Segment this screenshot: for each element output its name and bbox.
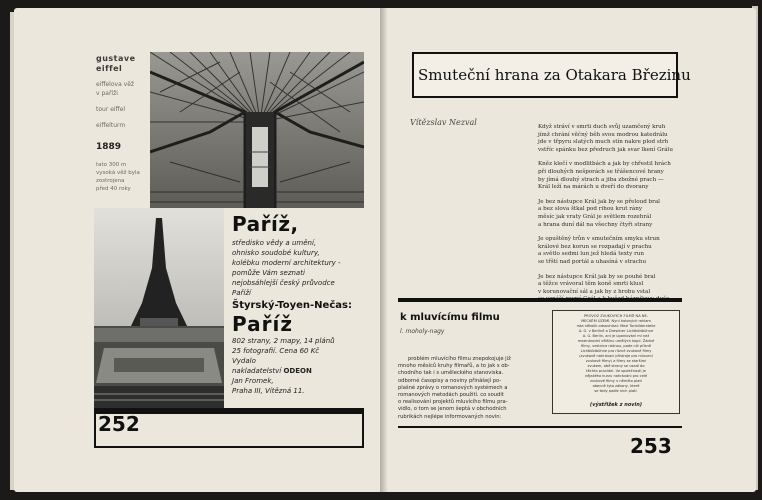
poem-line: králové bez korun se rozpadají v prachu xyxy=(538,243,652,250)
article-line: vidlo, o tom se jenom šeptá v obchodních xyxy=(398,406,507,413)
clipping-line: (zvukově nahrávací přístroje pro mluvení xyxy=(579,354,653,358)
article-body xyxy=(398,356,548,421)
author-last-name: eiffel xyxy=(96,64,123,73)
clipping-line: A. G. Berlín, aní je úpanlování mi než xyxy=(582,334,650,338)
poem-line: by jímá dlouhý strach a jiba zbožné prach — xyxy=(538,176,664,183)
article-line: plašné zprávy o romanových systémech a xyxy=(398,384,508,391)
poem-line: jímž chrání věčný běh svou modrou katedrálu xyxy=(538,131,668,138)
eiffel-tower-photo xyxy=(94,208,224,408)
section-divider xyxy=(398,298,682,302)
clipping-line: A. G. v Berlíně a Dresdner Lichtbildbühne xyxy=(578,329,654,333)
poem-line: jde v třpyru slatých much stín nakre plod strh xyxy=(538,139,669,146)
poem-line: Je opuštěný trůn v smutečním smyku strun xyxy=(538,236,660,243)
ad-publisher-1: Vydalo xyxy=(232,357,256,365)
clipping-line: těchto pravidel. Ve společnosti je xyxy=(586,369,646,373)
caption-french: tour eiffel xyxy=(96,106,126,113)
poem-line: vstříc spánku bez předruch jak svar lkení Grálu xyxy=(538,146,673,153)
article-byline: l. moholy-nagy xyxy=(400,328,445,335)
clipping-source: (výstřižek z novin) xyxy=(589,402,643,408)
ad-spec-2: 25 fotografií. Cena 60 Kč xyxy=(232,347,320,355)
poem-line: a bez slova štkal pod rihou krut rány xyxy=(538,206,643,213)
poem-line: Je bez nástupce Král jak by se přeloud bral xyxy=(538,198,660,205)
clipping-line: se tedy podle nich platí. xyxy=(594,389,638,393)
article-line: odborné časopisy a noviny přinášejí po- xyxy=(398,377,502,384)
poem-line: Když stráví v smrti duch svůj uzamčený kruh xyxy=(538,124,666,130)
ad-publisher-prefix: nakladatelství xyxy=(232,367,282,375)
clipping-line: filmy, vestnice rádnou, pode níž přísně xyxy=(581,344,651,348)
poem-line: měsíc jak vraty Grál je světlem rozehrál xyxy=(538,213,652,220)
poem-author: Vítězslav Nezval xyxy=(410,118,477,127)
clipping-line: nějakého kurzu nahrávání pro celé xyxy=(584,374,648,378)
poem-line: a hrana duní dál na všechny čtyři strany xyxy=(538,221,653,228)
right-page-number: 253 xyxy=(630,434,672,458)
height-note-4: před 40 roky xyxy=(96,186,131,192)
right-page xyxy=(384,8,756,492)
article-heading: k mluvícímu filmu xyxy=(400,312,500,323)
poem-line: při dlouhých nešporách se třášencové hrany xyxy=(538,168,664,175)
ad-publisher-3: Jan Fromek, xyxy=(232,377,274,385)
height-note-3: zostrojena xyxy=(96,178,125,184)
ad-book-title: Paříž xyxy=(232,312,293,336)
right-footer-bar xyxy=(398,426,682,428)
clipping-line: obecně tyto zákony, které xyxy=(592,384,640,388)
article-line: romanových metodách použití. co soudit xyxy=(398,392,504,399)
news-clipping-text xyxy=(556,314,676,394)
left-page xyxy=(14,8,384,492)
caption-czech-1: eiffelova věž xyxy=(96,81,135,88)
ad-authors: Štyrský-Toyen-Nečas: xyxy=(232,300,352,311)
article-line: o realisování projektů mluvícího filmu pra- xyxy=(398,399,508,406)
poem-body xyxy=(538,124,688,304)
article-line: rubrikách nejlépe informovaných novin: xyxy=(398,413,502,420)
clipping-line: zvukové filmy) a filmy se staršími xyxy=(585,359,647,363)
ad-desc-4: pomůže Vám seznati xyxy=(232,269,305,277)
poem-line: v korunovační sál a jak by z hrobu vstal xyxy=(538,288,651,295)
caption-german: eiffelturm xyxy=(96,122,126,129)
poem-line: Král leží na márách u dveří do dvorany xyxy=(538,184,649,191)
left-page-number: 252 xyxy=(98,412,140,436)
clipping-line: zvukové filmy v němžto platí xyxy=(590,379,642,383)
clipping-line: rsta několik odsouhlasí: Mezi Tonbilderstelle xyxy=(576,324,656,328)
poem-line: Je bez nástupce Král jak by se pouhé bral xyxy=(538,273,656,280)
poem-line: Kněz klečí v modlitbách a jak by chřestil hrách xyxy=(538,161,671,168)
article-line: mnoho měsíců kruhy filmařů, a to jak s ob- xyxy=(398,363,510,370)
poem-line: a těžce vrávoral těm koně smrti klusl xyxy=(538,281,644,288)
ad-title: Paříž, xyxy=(232,212,299,236)
clipping-line: mezinárodní většinu umělých kopií. Žádné xyxy=(577,339,655,343)
author-first-name: gustave xyxy=(96,54,136,63)
ad-publisher-4: Praha III, Vítězná 11. xyxy=(232,387,305,395)
ad-desc-2: ohnisko soudobé kultury, xyxy=(232,249,320,257)
article-line: problém mluvícího filmu znepokojuje již xyxy=(408,356,511,362)
clipping-line: Lichtbildbühne pro různé zvukové filmy xyxy=(580,349,652,353)
year-label: 1889 xyxy=(96,142,122,152)
ad-desc-5: nejobsáhlejší český průvodce xyxy=(232,279,335,287)
poem-line: se třští nad portál a uhasíná v strachu xyxy=(538,258,647,265)
ad-spec-1: 802 strany, 2 mapy, 14 plánů xyxy=(232,337,335,345)
height-note-1: tato 300 m xyxy=(96,162,127,168)
height-note-2: vysoká věž byla xyxy=(96,170,140,176)
ad-desc-6: Paříží xyxy=(232,289,251,297)
eiffel-interior-photo xyxy=(150,52,364,208)
clipping-line: MECKÉM ÚZEMÍ. Nyní hotových reklam xyxy=(581,319,651,323)
clipping-line: PROVOZ ZVUKOVÝCH FILMŮ NA NĚ- xyxy=(583,314,649,318)
ad-desc-1: středisko vědy a umění, xyxy=(232,239,317,247)
article-line: chodního tak i s uměleckého stanoviska. xyxy=(398,370,504,377)
clipping-line: zvukem, obě strany se usadí do xyxy=(587,364,645,368)
book-gutter xyxy=(380,8,388,492)
paris-book-advertisement xyxy=(224,208,364,408)
caption-czech-2: v paříži xyxy=(96,90,118,97)
ad-desc-3: kolébku moderní architektury - xyxy=(232,259,341,267)
poem-line: a světlo sedmi lun jež hledá texty run xyxy=(538,251,644,258)
poem-title: Smuteční hrana za Otakara Březinu xyxy=(418,66,691,84)
ad-publisher-name: ODEON xyxy=(283,367,312,375)
